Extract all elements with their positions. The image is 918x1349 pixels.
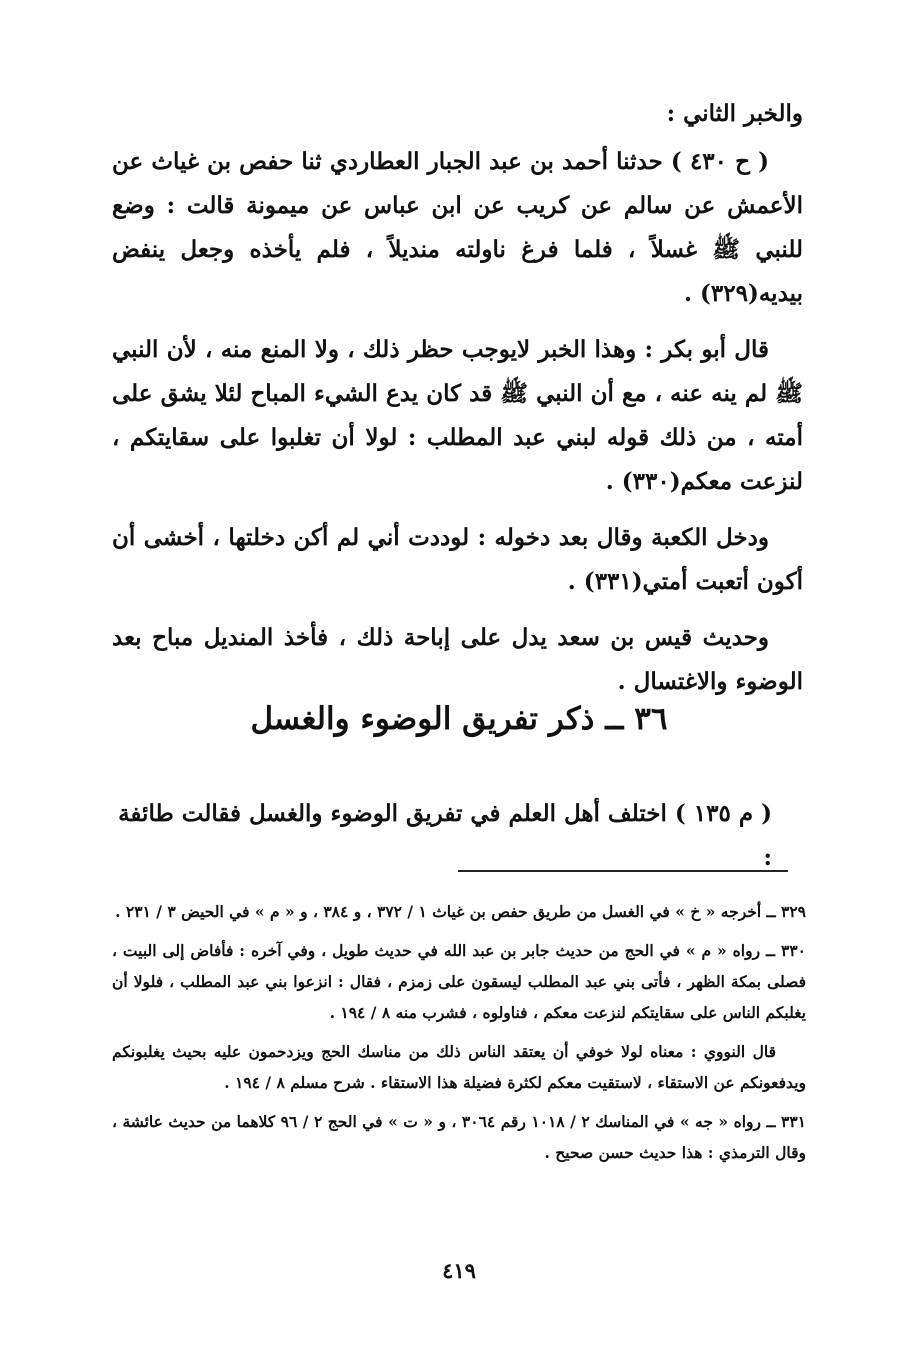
footnote-nawawi-comment: قال النووي : معناه لولا خوفي أن يعتقد الناس ذلك من مناسك الحج ويزدحمون عليه بحيث يغلبونكم ويدفعونكم عن الاستقاء ، لاستقيت معكم لكثرة فضيلة هذا الاستقاء . شرح مسلم ٨ / ١٩٤ . [112,1042,806,1092]
page-number: ٤١٩ [442,1258,476,1283]
main-text [112,92,803,716]
kaaba-paragraph: ودخل الكعبة وقال بعد دخوله : لوددت أني لم أكن دخلتها ، أخشى أن أكون أتعبت أمتي(٣٣١) . [112,524,803,595]
hadith-430-paragraph: ( ح ٤٣٠ ) حدثنا أحمد بن عبد الجبار العطاردي ثنا حفص بن غياث عن الأعمش عن سالم عن كريب عن ابن عباس عن ميمونة قالت : وضع للنبي ﷺ غسلاً ، فلما فرغ ناولته منديلاً ، فلم يأخذه وجعل ينفض بيديه(٣٢٩) . [112,148,803,307]
footnote-331: ٣٣١ ــ رواه « جه » في المناسك ٢ / ١٠١٨ رقم ٣٠٦٤ ، و « ت » في الحج ٢ / ٩٦ كلاهما من حديث عائشة ، وقال الترمذي : هذا حديث حسن صحيح . [112,1112,806,1162]
qays-hadith-paragraph: وحديث قيس بن سعد يدل على إباحة ذلك ، فأخذ المنديل مباح بعد الوضوء والاغتسال . [112,624,803,695]
section-heading: ٣٦ ــ ذكر تفريق الوضوء والغسل [250,701,668,737]
footnote-divider [458,870,788,872]
abu-bakr-comment-paragraph: قال أبو بكر : وهذا الخبر لايوجب حظر ذلك ، ولا المنع منه ، لأن النبي ﷺ لم ينه عنه ، مع أن النبي ﷺ قد كان يدع الشيء المباح لئلا يشق على أمته ، من ذلك قوله لبني عبد المطلب : لولا أن تغلبوا على سقايتكم ، لنزعت معكم(٣٣٠) . [112,336,803,495]
footnote-330: ٣٣٠ ــ رواه « م » في الحج من حديث جابر بن عبد الله في حديث طويل ، وفي آخره : فأفاض إلى البيت ، فصلى بمكة الظهر ، فأتى بني عبد المطلب ليسقون على زمزم ، فقال : انزعوا بني عبد المطلب ، فلولا أن يغلبكم الناس على سقايتكم لنزعت معكم ، فناولوه ، فشرب منه ٨ / ١٩٤ . [112,941,806,1022]
intro-line: والخبر الثاني : [666,100,803,127]
section-first-line: ( م ١٣٥ ) اختلف أهل العلم في تفريق الوضوء والغسل فقالت طائفة : [118,800,772,871]
footnotes [112,896,806,1176]
footnote-329: ٣٢٩ ــ أخرجه « خ » في الغسل من طريق حفص بن غياث ١ / ٣٧٢ ، و ٣٨٤ ، و « م » في الحيض ٣ / ٢٣١ . [115,902,806,921]
